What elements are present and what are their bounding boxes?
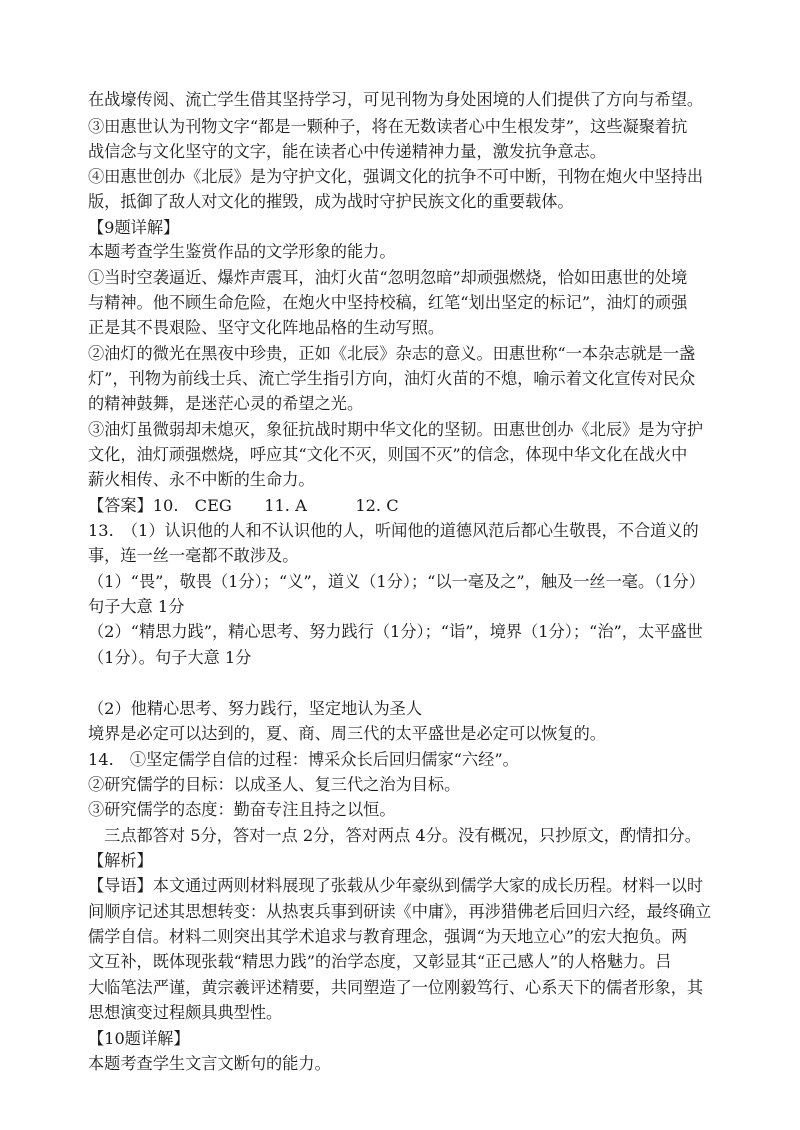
text-line: 正是其不畏艰险、坚守文化阵地品格的生动写照。 [88,318,445,337]
text-line: 大临笔法严谨，黄宗羲评述精要，共同塑造了一位刚毅笃行、心系天下的儒者形象，其 [88,978,704,997]
text-line: 事，连一丝一毫都不敢涉及。 [88,546,299,565]
text-line: 本题考查学生文言文断句的能力。 [88,1054,331,1073]
text-line: 文互补，既体现张载“精思力践”的治学态度，又彰显其“正己感人”的人格魅力。吕 [88,952,672,971]
text-line: 思想演变过程颇具典型性。 [88,1003,283,1022]
text-line: ③田惠世认为刊物文字“都是一颗种子，将在无数读者心中生根发芽”，这些凝聚着抗 [88,117,688,136]
text-line: 三点都答对 5分，答对一点 2分，答对两点 4分。没有概况，只抄原文，酌情扣分。 [88,826,701,845]
text-line: 儒学自信。材料二则突出其学术追求与教育理念，强调“为天地立心”的宏大抱负。两 [88,927,688,946]
text-line: 在战壕传阅、流亡学生借其坚持学习，可见刊物为身处困境的人们提供了方向与希望。 [88,90,704,109]
text-line: 文化，油灯顽强燃烧，呼应其“文化不灭，则国不灭”的信念，体现中华文化在战火中 [88,445,688,464]
text-line: 薪火相传、永不中断的生命力。 [88,470,315,489]
text-line: 境界是必定可以达到的，夏、商、周三代的太平盛世是必定可以恢复的。 [88,724,606,743]
text-line: 战信念与文化坚守的文字，能在读者心中传递精神力量，激发抗争意志。 [88,142,606,161]
text-line: 13. （1）认识他的人和不认识他的人，听闻他的道德风范后都心生敬畏，不合道义的 [88,521,699,540]
text-line: ③研究儒学的态度：勤奋专注且持之以恒。 [88,800,396,819]
text-line: ②研究儒学的目标：以成圣人、复三代之治为目标。 [88,775,461,794]
text-line: ④田惠世创办《北辰》是为守护文化，强调文化的抗争不可中断，刊物在炮火中坚持出 [88,167,704,186]
text-line: 14. ①坚定儒学自信的过程：博采众长后回归儒家“六经”。 [88,750,519,769]
text-line: 灯”，刊物为前线士兵、流亡学生指引方向，油灯火苗的不熄，喻示着文化宣传对民众 [88,369,696,388]
answer-line: 【答案】10. CEG 11. A 12. C [88,496,399,515]
section-heading: 【9题详解】 [88,218,180,237]
text-line: （1）“畏”，敬畏（1分）；“义”，道义（1分）；“以一毫及之”，触及一丝一毫。（1分） [88,572,705,591]
text-line: 【导语】本文通过两则材料展现了张载从少年豪纵到儒学大家的成长历程。材料一以时 [88,876,704,895]
text-line: ③油灯虽微弱却未熄灭，象征抗战时期中华文化的坚韧。田惠世创办《北辰》是为守护 [88,420,704,439]
text-line: 的精神鼓舞，是迷茫心灵的希望之光。 [88,394,364,413]
section-heading: 【10题详解】 [88,1029,190,1048]
text-line: 句子大意 1分 [88,597,185,616]
section-heading: 【解析】 [88,851,153,870]
text-line: （2）他精心思考、努力践行，坚定地认为圣人 [88,699,423,718]
text-line: （1分）。句子大意 1分 [88,648,252,667]
text-line: 本题考查学生鉴赏作品的文学形象的能力。 [88,242,396,261]
blank-line [88,671,738,695]
text-line: 间顺序记述其思想转变：从热衷兵事到研读《中庸》，再涉猎佛老后回归六经，最终确立 [88,902,712,921]
text-line: 与精神。他不顾生命危险，在炮火中坚持校稿，红笔“划出坚定的标记”，油灯的顽强 [88,293,688,312]
text-line: ②油灯的微光在黑夜中珍贵，正如《北辰》杂志的意义。田惠世称“一本杂志就是一盏 [88,344,696,363]
text-line: （2）“精思力践”，精心思考、努力践行（1分）；“诣”，境界（1分）；“治”，太平盛世 [88,622,703,641]
text-line: 版，抵御了敌人对文化的摧毁，成为战时守护民族文化的重要载体。 [88,192,574,211]
text-line: ①当时空袭逼近、爆炸声震耳，油灯火苗“忽明忽暗”却顽强燃烧，恰如田惠世的处境 [88,268,688,287]
